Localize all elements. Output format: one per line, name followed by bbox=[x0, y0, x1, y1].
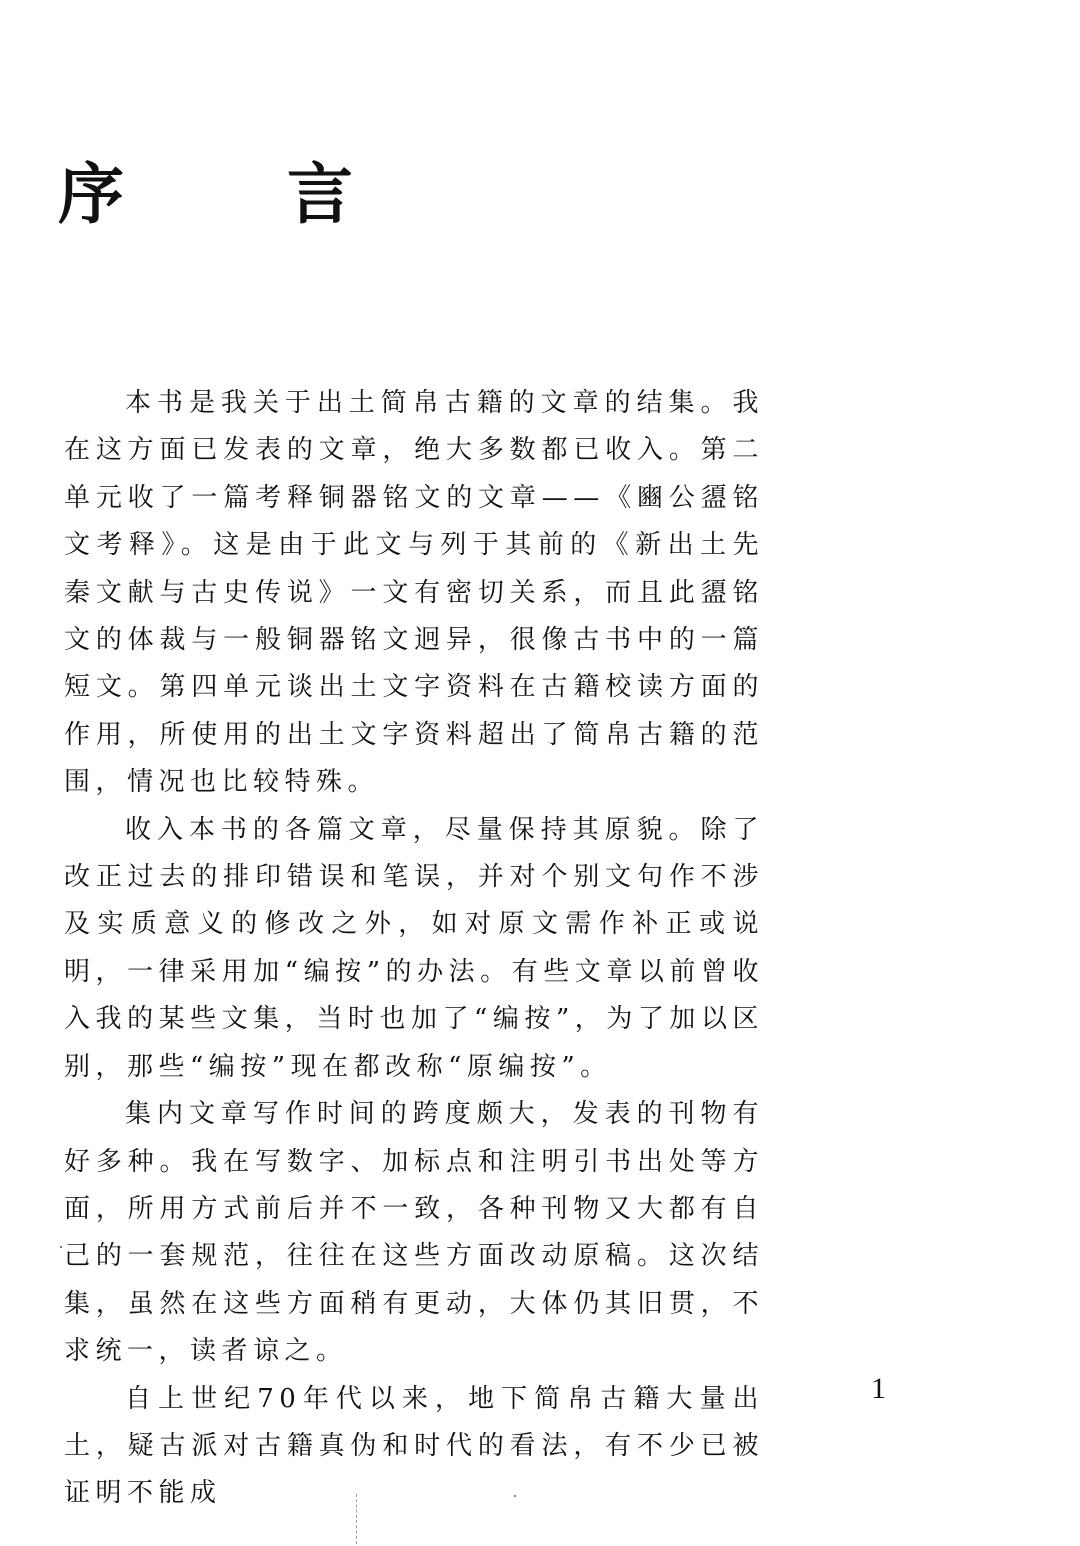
page-title: 序 言 bbox=[58, 156, 423, 233]
paragraph: 收入本书的各篇文章，尽量保持其原貌。除了改正过去的排印错误和笔误，并对个别文句作不涉及实质意义的修改之外，如对原文需作补正或说明，一律采用加“编按”的办法。有些文章以前曾收入我的某些文集，当时也加了“编按”，为了加以区别，那些“编按”现在都改称“原编按”。 bbox=[64, 814, 764, 1082]
scan-speck bbox=[60, 1246, 62, 1248]
paragraph: 本书是我关于出土简帛古籍的文章的结集。我在这方面已发表的文章，绝大多数都已收入。第二单元收了一篇考释铜器铭文的文章——《豳公盨铭文考释》。这是由于此文与列于其前的《新出土先秦文献与古史传说》一文有密切关系，而且此盨铭文的体裁与一般铜器铭文迥异，很像古书中的一篇短文。第四单元谈出土文字资料在古籍校读方面的作用，所使用的出土文字资料超出了简帛古籍的范围，情况也比较特殊。 bbox=[64, 388, 764, 798]
body-text bbox=[64, 380, 764, 1518]
page-number: 1 bbox=[871, 1372, 886, 1405]
paragraph: 集内文章写作时间的跨度颇大，发表的刊物有好多种。我在写数字、加标点和注明引书出处等方面，所用方式前后并不一致，各种刊物又大都有自己的一套规范，往往在这些方面改动原稿。这次结集，虽然在这些方面稍有更动，大体仍其旧贯，不求统一，读者谅之。 bbox=[64, 1099, 764, 1367]
scan-speck bbox=[514, 1495, 516, 1497]
paragraph: 自上世纪70年代以来，地下简帛古籍大量出土，疑古派对古籍真伪和时代的看法，有不少已被证明不能成 bbox=[64, 1383, 764, 1509]
scan-gutter-mark bbox=[356, 1494, 358, 1544]
